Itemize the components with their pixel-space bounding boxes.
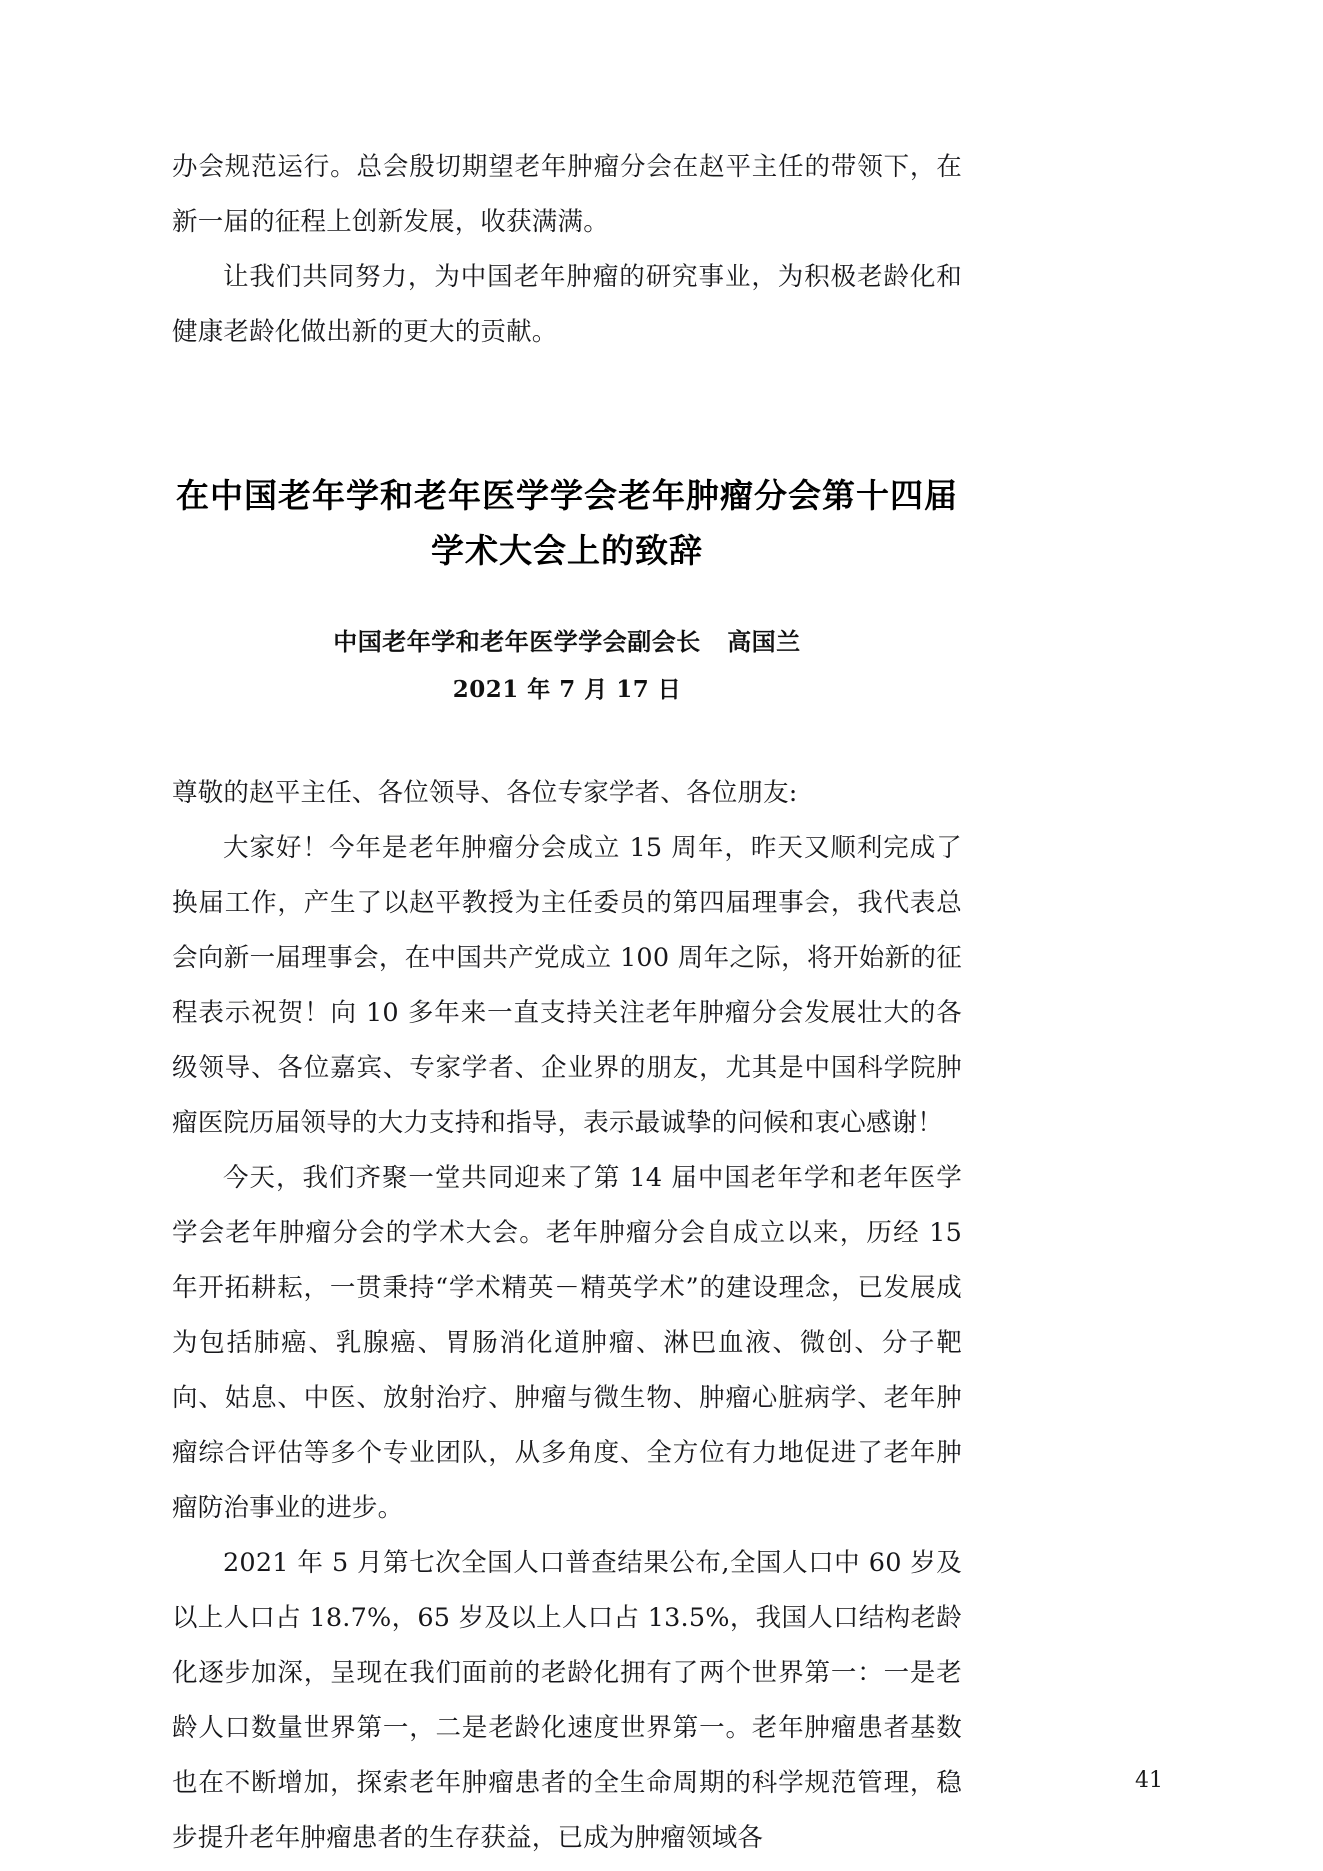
body-paragraph-1: 大家好！今年是老年肿瘤分会成立 15 周年，昨天又顺利完成了换届工作，产生了以赵平教授为主任委员的第四届理事会，我代表总会向新一届理事会，在中国共产党成立 100 周年之际，将开始新的征程表示祝贺！向 10 多年来一直支持关注老年肿瘤分会发展壮大的各级领导、各位嘉宾、专家学者、企业界的朋友，尤其是中国科学院肿瘤医院历届领导的大力支持和指导，表示最诚挚的问候和衷心感谢！ [172, 833, 962, 1138]
page-content [172, 140, 962, 1866]
page-title-line-1: 在中国老年学和老年医学学会老年肿瘤分会第十四届 [176, 476, 958, 515]
byline-affiliation: 中国老年学和老年医学学会副会长 [333, 627, 701, 656]
byline-date: 2021 年 7 月 17 日 [452, 676, 682, 703]
title-block [172, 468, 962, 578]
byline-line [172, 618, 962, 666]
continued-paragraph-2: 让我们共同努力，为中国老年肿瘤的研究事业，为积极老龄化和健康老龄化做出新的更大的贡献。 [172, 262, 962, 347]
page-title-line-2: 学术大会上的致辞 [431, 531, 703, 570]
byline-author: 高国兰 [727, 627, 801, 656]
continued-paragraph-1: 办会规范运行。总会殷切期望老年肿瘤分会在赵平主任的带领下，在新一届的征程上创新发展，收获满满。 [172, 152, 962, 237]
body-block [172, 766, 962, 1866]
salutation: 尊敬的赵平主任、各位领导、各位专家学者、各位朋友: [172, 778, 798, 808]
body-paragraph-2: 今天，我们齐聚一堂共同迎来了第 14 届中国老年学和老年医学学会老年肿瘤分会的学术大会。老年肿瘤分会自成立以来，历经 15 年开拓耕耘，一贯秉持“学术精英－精英学术”的建设理念，已发展成为包括肺癌、乳腺癌、胃肠消化道肿瘤、淋巴血液、微创、分子靶向、姑息、中医、放射治疗、肿瘤与微生物、肿瘤心脏病学、老年肿瘤综合评估等多个专业团队，从多角度、全方位有力地促进了老年肿瘤防治事业的进步。 [172, 1163, 962, 1523]
body-paragraph-3: 2021 年 5 月第七次全国人口普查结果公布,全国人口中 60 岁及以上人口占 18.7%，65 岁及以上人口占 13.5%，我国人口结构老龄化逐步加深，呈现在我们面前的老龄化拥有了两个世界第一：一是老龄人口数量世界第一，二是老龄化速度世界第一。老年肿瘤患者基数也在不断增加，探索老年肿瘤患者的全生命周期的科学规范管理，稳步提升老年肿瘤患者的生存获益，已成为肿瘤领域各 [172, 1548, 962, 1853]
page-number: 41 [1135, 1768, 1163, 1793]
byline-block [172, 618, 962, 714]
